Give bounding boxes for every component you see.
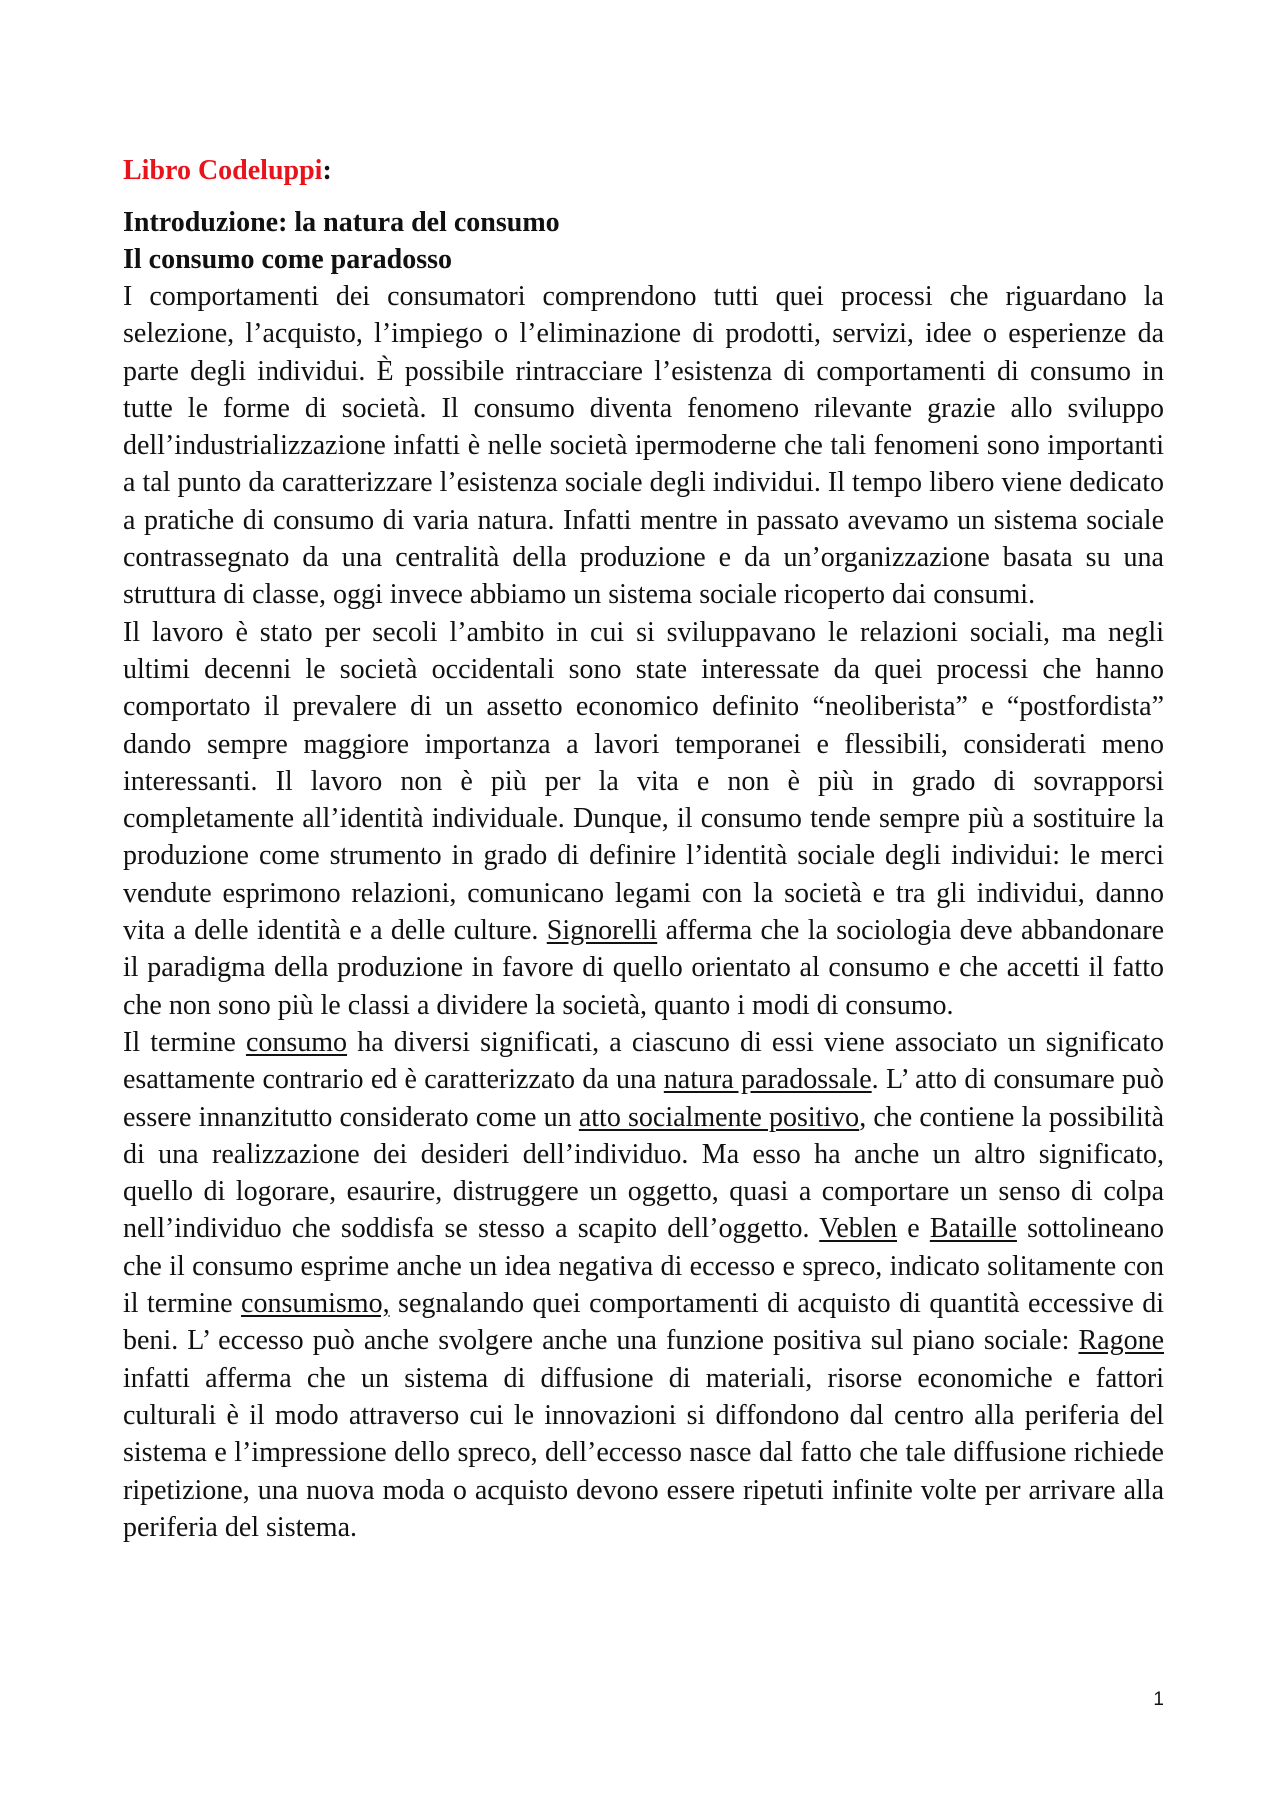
paragraph-2-text-a: Il lavoro è stato per secoli l’ambito in cui si sviluppavano le relazioni sociali, ma negli ultimi decenni le società occidentali sono state interessate da quei processi che hanno comportato il prevalere di un assetto economico definito “neoliberista” e “postfordista” dando sempre maggiore importanza a lavori temporanei e flessibili, considerati meno interessanti. Il lavoro non è più per la vita e non è più in grado di sovrapporsi completamente all’identità individuale. Dunque, il consumo tende sempre più a sostituire la produzione come strumento in grado di definire l’identità sociale degli individui: le merci vendute esprimono relazioni, comunicano legami con la società e tra gli individui, danno vita a delle identità e a delle culture. [123,616,1164,947]
underlined-consumismo: consumismo, [241,1288,390,1320]
underlined-signorelli: Signorelli [546,915,658,947]
underlined-natura-paradossale: natura paradossale [663,1064,872,1096]
underlined-ragone: Ragone [1078,1325,1164,1357]
paragraph-1: I comportamenti dei consumatori comprendono tutti quei processi che riguardano la selezione, l’acquisto, l’impiego o l’eliminazione di prodotti, servizi, idee o esperienze da parte degli individui. È possibile rintracciare l’esistenza di comportamenti di consumo in tutte le forme di società. Il consumo diventa fenomeno rilevante grazie allo sviluppo dell’industrializzazione infatti è nelle società ipermoderne che tali fenomeni sono importanti a tal punto da caratterizzare l’esistenza sociale degli individui. Il tempo libero viene dedicato a pratiche di consumo di varia natura. Infatti mentre in passato avevamo un sistema sociale contrassegnato da una centralità della produzione e da un’organizzazione basata su una struttura di classe, oggi invece abbiamo un sistema sociale ricoperto dai consumi. [123,281,1164,611]
page-number: 1 [1153,1689,1164,1710]
paragraph-3-text-e: e [897,1213,930,1245]
document-title-colon: : [322,155,332,186]
document-body [123,152,1164,1546]
underlined-veblen: Veblen [819,1213,897,1245]
document-title-text: Libro Codeluppi [123,155,323,186]
paragraph-3-text-h: infatti afferma che un sistema di diffusione di materiali, risorse economiche e fattori culturali è il modo attraverso cui le innovazioni si diffondono dal centro alla periferia del sistema e l’impressione dello spreco, dell’eccesso nasce dal fatto che tale diffusione richiede ripetizione, una nuova moda o acquisto devono essere ripetuti infinite volte per arrivare alla periferia del sistema. [123,1362,1164,1543]
paragraph-3-text-d: , che contiene la possibilità di una realizzazione dei desideri dell’individuo. Ma esso ha anche un altro significato, quello di logorare, esaurire, distruggere un oggetto, quasi a comportare un senso di colpa nell’individuo che soddisfa se stesso a scapito dell’oggetto. [123,1101,1164,1245]
underlined-atto-socialmente-positivo: atto socialmente positivo [578,1101,860,1133]
subsection-heading: Il consumo come paradosso [123,244,453,275]
paragraph-3 [123,1024,1164,1546]
paragraph-3-text-f: sottolineano che il consumo esprime anche un idea negativa di eccesso e spreco, indicato solitamente con il termine [123,1213,1164,1320]
document-title [123,152,1164,190]
section-heading: Introduzione: la natura del consumo [123,207,560,238]
paragraph-3-text-a: Il termine [123,1026,246,1058]
paragraph-3-text-g: segnalando quei comportamenti di acquisto di quantità eccessive di beni. L’ eccesso può anche svolgere anche una funzione positiva sul piano sociale: [123,1288,1164,1357]
paragraph-3-text-c: . L’ atto di consumare può essere innanzitutto considerato come un [123,1064,1165,1133]
underlined-consumo: consumo [245,1026,348,1058]
paragraph-2-text-b: afferma che la sociologia deve abbandonare il paradigma della produzione in favore di quello orientato al consumo e che accetti il fatto che non sono più le classi a dividere la società, quanto i modi di consumo. [123,915,1165,1021]
underlined-bataille: Bataille [929,1213,1017,1245]
paragraph-2 [123,614,1164,1024]
paragraph-3-text-b: ha diversi significati, a ciascuno di essi viene associato un significato esattamente contrario ed è caratterizzato da una [123,1026,1164,1096]
